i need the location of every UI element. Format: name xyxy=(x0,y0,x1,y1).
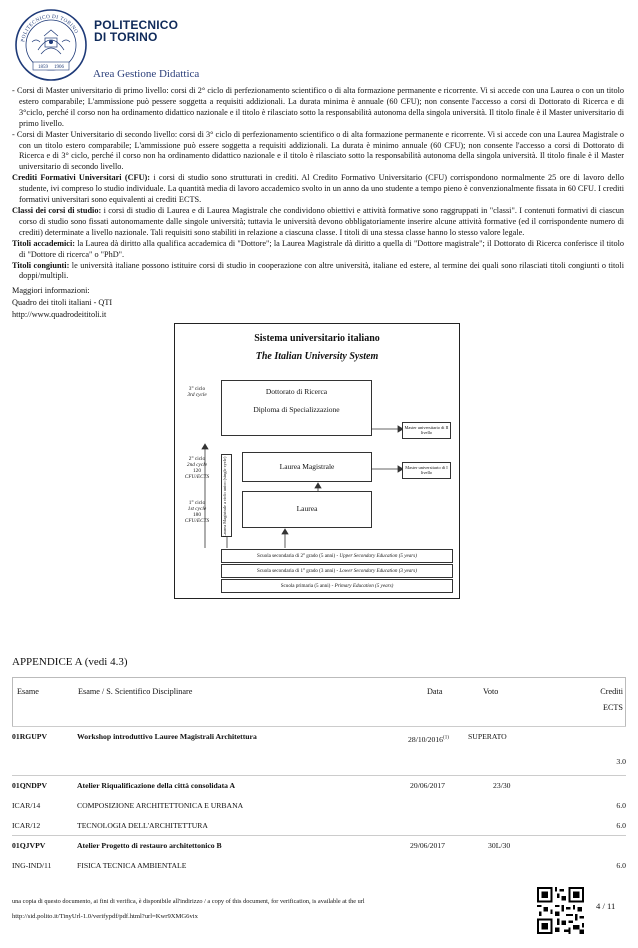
laurea-magistrale-label: Laurea Magistrale xyxy=(279,462,335,471)
brand-name-line2: DI TORINO xyxy=(94,30,158,44)
seal-year-left: 1859 xyxy=(38,65,48,70)
exam-grade: 30L/30 xyxy=(488,841,511,850)
qti-label: Quadro dei titoli italiani - QTI xyxy=(12,298,113,308)
more-info xyxy=(12,285,624,321)
seal-text: POLITECNICO DI TORINO xyxy=(20,13,80,43)
seal-year-right: 1906 xyxy=(54,65,64,70)
more-info-label: Maggiori informazioni: xyxy=(12,286,90,296)
header-ects: ECTS xyxy=(602,703,623,712)
page-number: 4 / 11 xyxy=(596,901,616,911)
exam-code: 01QJVPV xyxy=(12,841,46,850)
laurea-box xyxy=(242,491,372,528)
appendix-title: APPENDICE A (vedi 4.3) xyxy=(12,656,128,668)
cycle2-label: 2° ciclo 2nd cycle 120 CFU/ECTS xyxy=(184,456,210,480)
exam-grade: SUPERATO xyxy=(468,732,507,741)
paragraph-master-second-level: - Corsi di Master Universitario di secondo livello: corsi di 3° ciclo di perfezionamento scientifico o di alta formazione permanente e ricorrente. Vi si accede con una Laurea Magistrale o con un titolo estero comparabile; L'ammissione può essere soggetta a requisiti addizionali. La durata è minimo annuale (60 CFU); non consente l'accesso a corsi di Dottorato di Ricerca e di 3° ciclo, perché il corso non ha ordinamento didattico nazionale e il titolo è rilasciato sotto la responsabilità autonoma della singola università. Il titolo finale è il Master universitario di secondo livello. xyxy=(12,129,624,172)
single-cycle-box: Laurea Magistrale a ciclo unico (single cycle) xyxy=(221,454,232,537)
table-row xyxy=(12,835,626,855)
master-i-box: Master universitario di I livello xyxy=(402,462,451,479)
table-row xyxy=(12,855,626,875)
paragraph-cfu: Crediti Formativi Universitari (CFU): i corsi di studio sono strutturati in crediti. Al Credito Formativo Universitario (CFU) corrispondono normalmente 25 ore di lavoro dello studente, ivi compreso lo studio individuale. La quantità media di lavoro accademico svolto in un anno da uno studente a tempo pieno è convenzionalmente fissata in 60 CFU. I crediti formativi universitari sono equivalenti ai crediti ECTS. xyxy=(12,173,624,205)
ssd-credits: 6.0 xyxy=(616,821,626,830)
exam-code: 01RGUPV xyxy=(12,732,48,741)
paragraph-classi: Classi dei corsi di studio: i corsi di studio di Laurea e di Laurea Magistrale che condividono obiettivi e attività formative sono raggruppati in "classi". I contenuti formativi di ciascun corso di studio sono fissati autonomamente dalle singole università; tuttavia le università devono obbligatoriamente inserire alcune attività formative (ed il corrispondente numero di crediti) determinate a livello nazionale. Tali requisiti sono stabiliti in relazione a ciascuna classe. I titoli di una stessa classe hanno lo stesso valore legale. xyxy=(12,205,624,237)
diagram-subtitle: The Italian University System xyxy=(255,351,379,362)
ssd-code: ICAR/12 xyxy=(12,821,41,830)
primary-box: Scuola primaria (5 anni) - Primary Education (5 years) xyxy=(221,579,453,593)
header-voto: Voto xyxy=(483,687,499,696)
exam-table xyxy=(12,677,626,875)
verification-note: una copia di questo documento, ai fini di verifica, è disponibile all'indirizzo / a copy of this document, for verification, is available at the url xyxy=(12,898,365,905)
header-esame: Esame xyxy=(17,687,39,696)
department-name: Area Gestione Didattica xyxy=(93,68,200,80)
exam-credits: 3.0 xyxy=(616,757,626,766)
exam-title: Atelier Progetto di restauro architettonico B xyxy=(77,841,222,850)
header-crediti: Crediti xyxy=(600,687,623,696)
table-row xyxy=(12,726,626,775)
table-row xyxy=(12,775,626,795)
lower-secondary-box: Scuola secondaria di 1° grado (3 anni) - Lower Secondary Education (3 years) xyxy=(221,564,453,578)
table-header xyxy=(12,677,626,726)
qti-link[interactable]: http://www.quadrodeititoli.it xyxy=(12,310,107,320)
paragraph-titoli-accademici: Titoli accademici: la Laurea dà diritto alla qualifica accademica di "Dottore"; la Laurea Magistrale dà diritto a quella di "Dottore magistrale"; il Dottorato di Ricerca conferisce il titolo di "Dottore di ricerca" o "PhD". xyxy=(12,238,624,259)
ssd-code: ING-IND/11 xyxy=(12,861,52,870)
header-title: Esame / S. Scientifico Disciplinare xyxy=(78,687,193,696)
cycle1-label: 1° ciclo 1st cycle 180 CFU/ECTS xyxy=(184,500,210,524)
exam-date: 28/10/2016$^{(1)}$ xyxy=(408,735,449,744)
paragraph-titoli-congiunti: Titoli congiunti: le università italiane possono istituire corsi di studio in cooperazione con altre università, italiane ed estere, al termine dei quali sono rilasciati titoli congiunti o titoli doppi/multipli. xyxy=(12,260,625,281)
upper-secondary-box: Scuola secondaria di 2° grado (5 anni) - Upper Secondary Education (5 years) xyxy=(221,549,453,563)
dottorato-box xyxy=(221,380,372,436)
exam-title: Atelier Riqualificazione della città consolidata A xyxy=(77,781,236,790)
master-ii-box: Master universitario di II livello xyxy=(402,422,451,439)
laurea-magistrale-box xyxy=(242,452,372,482)
exam-title: Workshop introduttivo Lauree Magistrali Architettura xyxy=(77,732,257,741)
paragraph-master-first-level: - Corsi di Master universitario di primo livello: corsi di 2° ciclo di perfezionamento scientifico o di alta formazione permanente e ricorrente. Vi si accede con una Laurea o con un titolo estero comparabile; L'ammissione può pessere soggetta a requisiti addizionali. La durata minima è annuale (60 CFU); non consente l'accesso a corsi di Dottorato di Ricerca e di 3°ciclo, perché il corso non ha ordinamento didattico nazionale e il titolo è rilasciato sotto la responsabilità autonoma della singola università. Il titolo finale è il Master universitario di primo livello. xyxy=(12,86,624,128)
ssd-credits: 6.0 xyxy=(616,801,626,810)
ssd-credits: 6.0 xyxy=(616,861,626,870)
diploma-label: Diploma di Specializzazione xyxy=(253,405,340,414)
document-body xyxy=(12,86,624,321)
table-row xyxy=(12,815,626,835)
university-seal-logo xyxy=(14,8,88,82)
brand-name-line1: POLITECNICO xyxy=(94,18,179,32)
ssd-title: FISICA TECNICA AMBIENTALE xyxy=(77,861,187,870)
university-system-diagram xyxy=(174,323,460,599)
header-data: Data xyxy=(427,687,443,696)
exam-date: 29/06/2017 xyxy=(410,841,446,850)
exam-grade: 23/30 xyxy=(493,781,511,790)
ssd-code: ICAR/14 xyxy=(12,801,41,810)
dottorato-label: Dottorato di Ricerca xyxy=(265,387,328,396)
cycle3-label: 3° ciclo 3rd cycle xyxy=(187,386,207,398)
diagram-title: Sistema universitario italiano xyxy=(254,333,380,344)
ssd-title: TECNOLOGIA DELL'ARCHITETTURA xyxy=(77,821,208,830)
exam-code: 01QNDPV xyxy=(12,781,48,790)
qr-code-icon xyxy=(537,887,584,934)
ssd-title: COMPOSIZIONE ARCHITETTONICA E URBANA xyxy=(77,801,244,810)
laurea-label: Laurea xyxy=(296,504,318,513)
table-row xyxy=(12,795,626,815)
exam-date: 20/06/2017 xyxy=(410,781,446,790)
verification-url[interactable]: http://sid.polito.it/TinyUrl-1.0/verifypdf/pdf.html?url=Kwr9XMG6vix xyxy=(12,913,198,920)
